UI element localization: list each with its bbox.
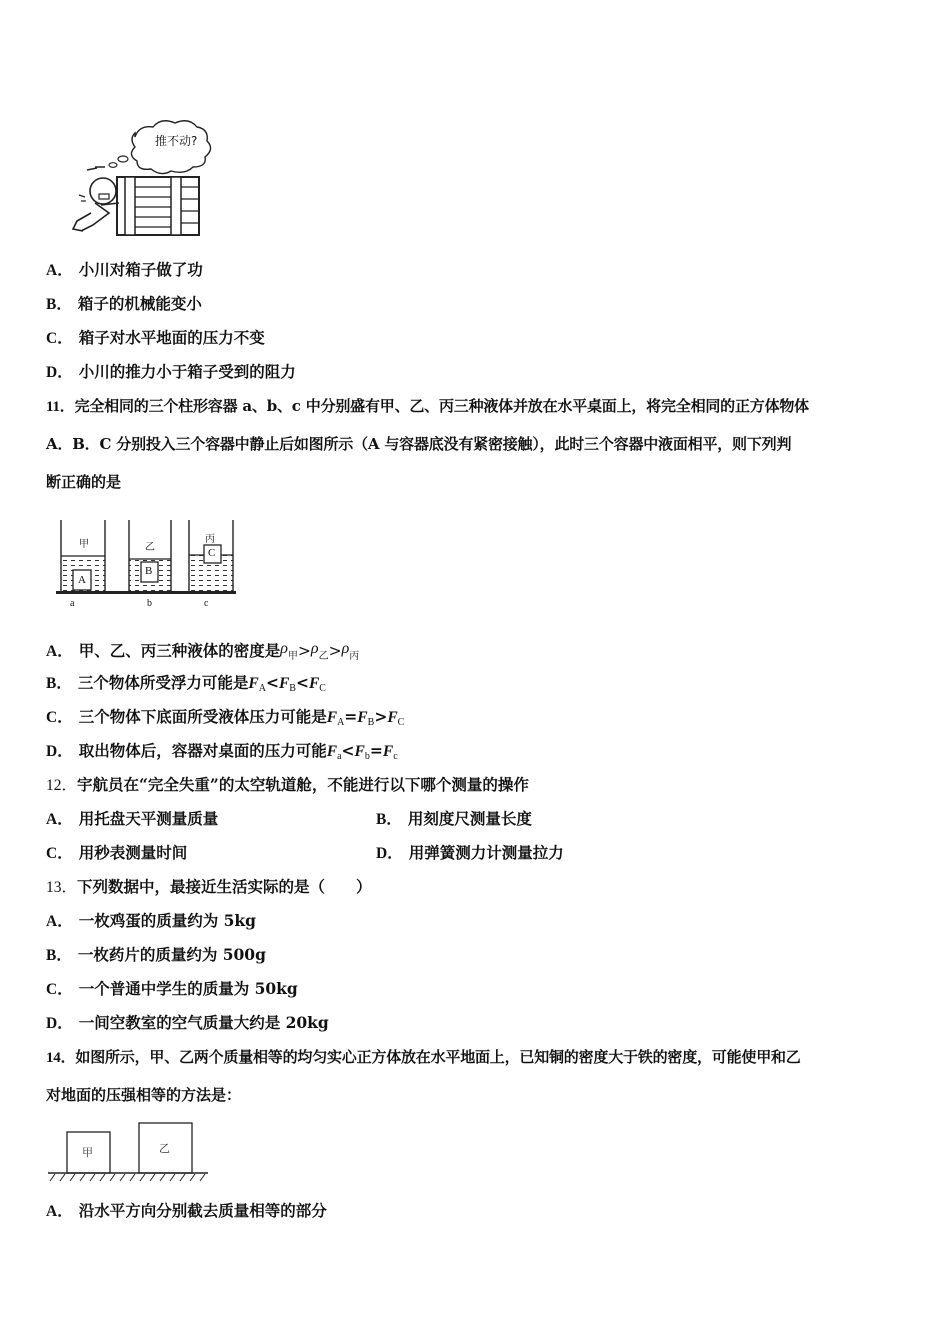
option-text: 三个物体下底面所受液体压力可能是 (78, 707, 327, 726)
option-text: 用刻度尺测量长度 (407, 809, 532, 828)
subscript: B (289, 683, 296, 694)
q14-option-a (46, 1200, 327, 1223)
stem-text: A．B．C 分别投入三个容器中静止后如图所示（A 与容器底没有紧密接触），此时三个容器中液面相平，则下列判 (46, 435, 792, 453)
option-label: A． (46, 913, 73, 930)
block-label-c: C (208, 547, 216, 559)
force-symbol: F (357, 709, 368, 726)
option-label: B． (46, 296, 72, 313)
q14-figure-cubes (46, 1120, 212, 1186)
liquid-label-yi: 乙 (145, 542, 155, 553)
operator: < (295, 673, 309, 692)
subscript: 甲 (287, 651, 298, 662)
q13-stem (46, 876, 372, 899)
q10-option-b (46, 293, 202, 316)
option-label: D． (46, 364, 73, 381)
force-symbol: F (278, 675, 290, 692)
subscript: b (364, 751, 370, 762)
operator: < (341, 741, 355, 760)
block-label-a: A (78, 574, 86, 586)
option-text: 取出物体后，容器对桌面的压力可能 (78, 741, 327, 760)
subscript: c (393, 751, 398, 762)
cube-label-yi: 乙 (159, 1142, 170, 1155)
force-symbol: F (248, 675, 259, 692)
question-number: 12． (46, 777, 78, 794)
stem-text: 对地面的压强相等的方法是： (46, 1086, 242, 1104)
q12-option-c (46, 842, 187, 865)
option-text: 一间空教室的空气质量大约是 20kg (78, 1013, 329, 1032)
option-label: B． (46, 675, 72, 692)
q10-option-d (46, 361, 296, 384)
option-label: D． (46, 743, 73, 760)
q11-option-a (46, 638, 359, 668)
rho-symbol: ρ (280, 640, 288, 657)
q12-option-d (376, 842, 564, 865)
option-text: 小川对箱子做了功 (78, 260, 203, 279)
option-text: 甲、乙、丙三种液体的密度是 (78, 641, 281, 660)
q11-option-c (46, 706, 404, 734)
force-symbol: F (354, 743, 365, 760)
option-text: 用托盘天平测量质量 (78, 809, 219, 828)
operator: > (328, 642, 342, 660)
option-text: 一枚药片的质量约为 500g (77, 945, 266, 964)
operator: = (369, 741, 383, 760)
q12-option-a (46, 808, 218, 831)
cube-label-jia: 甲 (82, 1146, 93, 1159)
operator: = (344, 707, 358, 726)
option-text: 箱子对水平地面的压力不变 (78, 328, 265, 347)
question-number: 11． (46, 399, 75, 415)
bubble-text: 推不动? (155, 134, 198, 148)
stem-text: 断正确的是 (46, 473, 122, 491)
stem-text: 如图所示，甲、乙两个质量相等的均匀实心正方体放在水平地面上，已知铜的密度大于铁的密度，可能使甲和乙 (75, 1048, 801, 1066)
option-label: A． (46, 643, 73, 660)
question-number: 13． (46, 879, 78, 896)
container-label-a: a (70, 598, 75, 609)
subscript: a (337, 751, 342, 762)
q10-option-a (46, 259, 203, 282)
container-label-b: b (147, 598, 152, 609)
option-text: 三个物体所受浮力可能是 (77, 673, 249, 692)
q11-stem-line2 (46, 433, 791, 455)
option-label: C． (46, 330, 73, 347)
force-symbol: F (387, 709, 398, 726)
q11-figure-containers (54, 518, 238, 614)
stem-text: 宇航员在“完全失重”的太空轨道舱，不能进行以下哪个测量的操作 (77, 775, 529, 794)
force-symbol: F (326, 743, 338, 760)
rho-symbol: ρ (310, 640, 319, 657)
option-label: C． (46, 845, 73, 862)
option-label: C． (46, 709, 73, 726)
option-label: C． (46, 981, 73, 998)
q11-stem-line1 (46, 395, 809, 418)
option-label: D． (376, 845, 403, 862)
subscript: B (367, 717, 375, 728)
option-label: A． (46, 262, 73, 279)
subscript: A (337, 717, 345, 728)
question-number: 14． (46, 1050, 76, 1066)
subscript: C (397, 717, 405, 728)
option-text: 沿水平方向分别截去质量相等的部分 (78, 1201, 327, 1220)
force-symbol: F (382, 743, 394, 760)
force-symbol: F (326, 709, 338, 726)
liquid-label-bing: 丙 (205, 534, 215, 545)
q14-stem-line2 (46, 1084, 241, 1106)
q13-option-d (46, 1012, 329, 1035)
stem-text: 下列数据中，最接近生活实际的是（ ） (77, 877, 372, 896)
option-label: B． (46, 947, 72, 964)
q10-figure-boy-pushing-box (55, 115, 215, 237)
q11-option-d (46, 740, 398, 768)
option-text: 用秒表测量时间 (78, 843, 188, 862)
q13-option-c (46, 978, 298, 1001)
option-label: B． (376, 811, 402, 828)
liquid-label-jia: 甲 (79, 539, 89, 550)
option-label: A． (46, 1203, 73, 1220)
q11-stem-line3 (46, 471, 121, 493)
force-symbol: F (308, 675, 320, 692)
q13-option-b (46, 944, 266, 967)
subscript: C (319, 683, 326, 694)
q14-stem-line1 (46, 1046, 801, 1069)
block-label-b: B (145, 565, 153, 577)
stem-text: 完全相同的三个柱形容器 a、b、c 中分别盛有甲、乙、丙三种液体并放在水平桌面上，将完全相同的正方体物体 (74, 397, 809, 415)
subscript: 乙 (318, 651, 329, 662)
operator: > (297, 642, 311, 660)
option-label: D． (46, 1015, 73, 1032)
option-text: 一个普通中学生的质量为 50kg (78, 979, 298, 998)
option-text: 小川的推力小于箱子受到的阻力 (78, 362, 296, 381)
q12-option-b (376, 808, 532, 831)
q11-option-b (46, 672, 326, 700)
option-text: 一枚鸡蛋的质量约为 5kg (78, 911, 256, 930)
subscript: 丙 (349, 651, 360, 662)
option-text: 用弹簧测力计测量拉力 (408, 843, 564, 862)
container-label-c: c (204, 598, 209, 609)
rho-symbol: ρ (341, 640, 350, 657)
option-label: A． (46, 811, 73, 828)
operator: < (265, 673, 279, 692)
subscript: A (258, 683, 266, 694)
q10-option-c (46, 327, 265, 350)
q13-option-a (46, 910, 256, 933)
operator: > (374, 707, 388, 726)
q12-stem (46, 774, 529, 797)
option-text: 箱子的机械能变小 (77, 294, 202, 313)
